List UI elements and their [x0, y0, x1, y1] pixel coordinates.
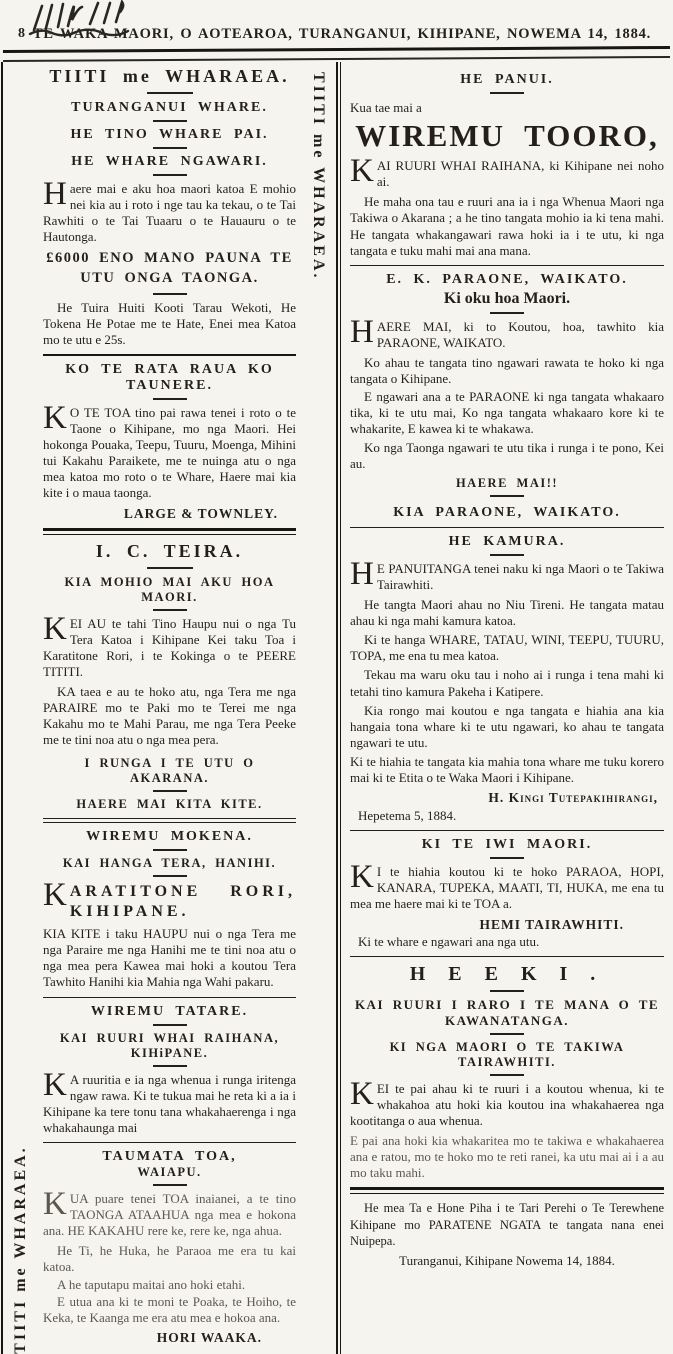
ad-title: WIREMU TATARE. [90, 1003, 249, 1019]
drop-cap: K [43, 399, 67, 436]
heading-rule [153, 875, 187, 877]
paragraph-text: aere mai e aku hoa maori katoa E mohio nei kia au i roto i nge tau ka tekau, o te Tai Rawhiti o te Tai Tuaaru o te Hauauru o te Hautonga. [43, 181, 296, 245]
ad-subtitle: I RUNGA I TE UTU O AKARANA. [84, 756, 255, 786]
ad-he-kamura [350, 534, 664, 824]
ad-subtitle: KAI RUURI WHAI RAIHANA, KIHiPANE. [59, 1030, 280, 1060]
ad-paragraph: E ngawari ana a te PARAONE ki nga tangata whakaaro tika, ki te utu mai, Ko nga tangata whakaaro kore ki te whakarite, E kawea ki te whakawa. [350, 389, 664, 437]
ad-paragraph [350, 153, 664, 190]
ad-paragraph [43, 1185, 296, 1239]
heading-rule [490, 92, 524, 94]
heading-rule [490, 554, 524, 556]
right-column [340, 62, 672, 1354]
masthead-title: TE WAKA MAORI, O AOTEAROA, TURANGANUI, KIHIPANE, NOWEMA 14, 1884. [32, 26, 652, 42]
heading-rule [153, 147, 187, 149]
page-number: 8 [18, 26, 25, 41]
ad-taumata-toa [43, 1149, 296, 1346]
ad-call-to-action: HAERE MAI!! [455, 475, 559, 490]
ad-heeki [350, 963, 664, 1182]
ad-subtitle: KI NGA MAORI O TE TAKIWA TAIRAWHITI. [389, 1039, 625, 1069]
ad-wiremu-tatare [43, 1004, 296, 1136]
ad-wiremu-mokena [43, 829, 296, 990]
price-line: £6000 ENO MANO PAUNA TE UTU ONGA TAONGA. [46, 250, 293, 286]
paragraph-text: E PANUITANGA tenei naku ki nga Maori o te Takiwa Tairawhiti. [376, 560, 664, 592]
ad-rata-taunere [43, 362, 296, 522]
heading-rule [490, 857, 524, 859]
ad-subtitle: HAERE MAI KITA KITE. [76, 797, 263, 812]
ad-paragraph: E utua ana ki te moni te Poaka, te Hoiho, te Keka, te Kaanga me era atu mea e hokoa ana. [43, 1293, 296, 1325]
heading-rule [153, 398, 187, 400]
imprint [350, 1200, 664, 1269]
ad-paragraph: KIA KITE i taku HAUPU nui o nga Tera me nga Paraire me nga Hanihi me te tini noa atu o nga mea pera Kawea mai hoki a koutou Tera Tawhito Hanihi kia Mahia nga Wahi pakaru. [43, 926, 296, 990]
drop-cap: K [43, 1066, 67, 1103]
drop-cap: K [350, 859, 374, 896]
section-divider [43, 528, 296, 535]
paragraph-text: AI RUURI WHAI RAIHANA, ki Kihipane nei noho ai. [376, 158, 664, 190]
ad-date: Hepetema 5, 1884. [358, 808, 457, 824]
ad-kia-paraone-title: KIA PARAONE, WAIKATO. [393, 504, 621, 520]
paragraph-text: EI AU te tahi Tino Haupu nui o nga Tu Tera Katoa i Kihipane Kei taku Toa i Karatitone Rori, i te Kokinga o te PEERE TITITI. [43, 615, 296, 679]
ad-paragraph [43, 1066, 296, 1136]
ad-title: KI TE IWI MAORI. [421, 837, 593, 853]
drop-cap: K [350, 153, 374, 190]
ad-paragraph: KA taea e au te hoko atu, nga Tera me nga PARAIRE mo te Paki mo te Terei me nga Kakahu mo te Mahi Parau, me nga Tera Peeke me te tini noa atu o nga mea pera. [43, 683, 296, 748]
ad-paragraph [43, 176, 296, 245]
ad-subtitle: TURANGANUI WHARE. [71, 100, 268, 115]
ad-paragraph [43, 399, 296, 502]
paragraph-text: O TE TOA tino pai rawa tenei i roto o te Taone o Kihipane, mo nga Maori. Hei hokonga Pouaka, Teepu, Tuuru, Moenga, Mihini tui Kakahu Paraikete, me te nuinga atu o nga mea katoa mo roto o te Whare, Haere mai kia kite i o maua taonga. [43, 404, 296, 501]
ad-signature: H. Kingi Tutepakihirangi, [488, 790, 658, 806]
drop-cap: H [350, 555, 374, 592]
ad-title: HE KAMURA. [448, 533, 566, 549]
ad-subtitle: KAI HANGA TERA, HANIHI. [62, 856, 277, 871]
imprint-line: He mea Ta e Hone Piha i te Tari Perehi o Te Terewhene Kihipane mo PARATENE NGATA te tangata nana enei Nuipepa. [350, 1201, 664, 1248]
heading-rule [153, 174, 187, 176]
drop-cap: K [43, 610, 67, 647]
heading-rule [153, 293, 187, 295]
ad-paragraph: He Ti, he Huka, he Paraoa me era tu kai katoa. [43, 1243, 296, 1275]
paragraph-text: EI te pai ahau ki te ruuri i a koutou whenua, ki te whakahoa atu hoki kia koutou ina whakahaerea nga kootitanga o aua whenua. [350, 1080, 664, 1128]
heading-rule [153, 1024, 187, 1026]
ad-title: HE PANUI. [460, 72, 554, 87]
imprint-date: Turanganui, Kihipane Nowema 14, 1884. [399, 1253, 615, 1269]
heading-rule [490, 1033, 524, 1035]
page-header [0, 0, 673, 45]
advertiser-name: WIREMU TOORO, [355, 118, 659, 154]
ad-paragraph: E pai ana hoki kia whakaritea mo te takiwa e whakahaerea ana e ratou, mo te hoko mo te reti ranei, ka utu mai ai i a au mo taku mahi. [350, 1132, 664, 1181]
heading-rule [153, 790, 187, 792]
drop-cap: K [43, 1185, 67, 1222]
ad-ek-paraone [350, 272, 664, 491]
drop-cap: H [350, 313, 374, 350]
left-column [1, 62, 338, 1354]
ad-paragraph: Ko nga Taonga ngawari te utu tika i runga i te pono, Kei au. [350, 439, 664, 471]
ad-intro-line: Kua tae mai a [350, 100, 422, 115]
ad-subtitle: KAI RUURI I RARO I TE MANA O TE KAWANATANGA. [354, 996, 660, 1028]
ad-title: I. C. TEIRA. [95, 540, 244, 561]
vertical-label-left-text: TIITI me WHARAEA. [12, 1145, 29, 1354]
section-divider [350, 265, 664, 266]
heading-rule [153, 849, 187, 851]
ad-subtitle: HE WHARE NGAWARI. [71, 154, 268, 169]
ad-paragraph: Ki te whare e ngawari ana nga utu. [358, 933, 540, 949]
drop-cap: H [43, 176, 67, 212]
ad-subtitle: Ki oku hoa Maori. [443, 289, 571, 307]
heading-rule [153, 609, 187, 611]
paragraph-text: A ruuritia e ia nga whenua i runga iritenga ngaw rawa. Ki te tukua mai he reta ki a ia i Kihipane ka tere tonu tana whakahaerenga i nga whakahaunga mai [43, 1071, 296, 1135]
ad-paragraph: A he taputapu maitai ano hoki etahi. [57, 1276, 246, 1292]
ad-paragraph [43, 610, 296, 680]
ad-title: H E E K I . [409, 962, 605, 985]
section-divider [43, 997, 296, 998]
section-divider [350, 956, 664, 957]
section-divider [350, 830, 664, 831]
handwritten-mark-icon [28, 0, 218, 40]
ad-paragraph: Ki te hiahia te tangata kia mahia tona whare me tuku korero mai ki te Etita o te Waka Maori i Kihipane. [350, 753, 664, 786]
section-divider [43, 354, 296, 356]
ad-title: TAUMATA TOA, [102, 1148, 237, 1164]
ad-title: WIREMU MOKENA. [86, 829, 253, 845]
heading-rule [490, 312, 524, 314]
paragraph-text: I te hiahia koutou ki te hoko PARAOA, HOPI, KANARA, TUPEKA, MAATI, TI, HUKA, me ena tu mea me haere mai ki te TOA a. [350, 864, 664, 912]
section-divider [43, 1142, 296, 1143]
heading-rule [147, 92, 193, 94]
ad-paragraph: Ki te hanga WHARE, TATAU, WINI, TEEPU, TUURU, TOPA, me ena tu mea katoa. [350, 632, 664, 664]
heading-rule [490, 990, 524, 992]
vertical-label-left [3, 62, 39, 1354]
ad-paragraph: He tangta Maori ahau no Niu Tireni. He tangata matau ahau ki nga mahi kamura katoa. [350, 596, 664, 629]
ad-paragraph [350, 313, 664, 351]
ad-subtitle: HE TINO WHARE PAI. [70, 127, 269, 142]
ad-title: E. K. PARAONE, WAIKATO. [386, 271, 628, 287]
ad-paragraph: He maha ona tau e ruuri ana ia i nga Whenua Maori nga Takiwa o Akarana ; a he tino tangata mohio ia ki tena mahi. He tangata whakangawari rawa hoki ia i te utu, ki nga tangata e tuku mahi mai ana mana. [350, 194, 664, 258]
ad-ic-teira [43, 541, 296, 813]
paragraph-text: AERE MAI, ki to Koutou, hoa, tawhito kia PARAONE, WAIKATO. [376, 318, 664, 350]
ad-ki-te-iwi-maori [350, 837, 664, 949]
ad-title: TIITI me WHARAEA. [49, 66, 290, 86]
vertical-label-right-text: TIITI me WHARAEA. [310, 72, 327, 281]
heading-rule [153, 1065, 187, 1067]
section-divider [43, 818, 296, 823]
ad-title: KO TE RATA RAUA KO TAUNERE. [65, 361, 274, 393]
paragraph-text: UA puare tenei TOA inaianei, a te tino TAONGA ATAAHUA nga mea e hokona ana. HE KAKAHU rere ke, rere ke, nga ahua. [43, 1190, 296, 1239]
ad-paragraph [350, 1075, 664, 1129]
left-column-content [39, 62, 300, 1354]
section-divider [350, 527, 664, 528]
heading-rule [147, 567, 193, 569]
ad-he-panui [350, 72, 664, 259]
section-divider [350, 1187, 664, 1194]
ad-paragraph: Ko ahau te tangata tino ngawari rawata te hoko ki nga tangata o Kihipane. [350, 354, 664, 387]
ad-signature: HEMI TAIRAWHITI. [479, 916, 624, 932]
page-body [0, 60, 673, 1354]
ad-signature: HORI WAAKA. [156, 1329, 262, 1345]
drop-cap: K [43, 877, 67, 914]
ad-paragraph: He Tuira Huiti Kooti Tarau Wekoti, He Tokena He Potae me te Hate, Enei mea Katoa mo te utu e 25s. [43, 299, 296, 347]
drop-cap: K [350, 1075, 374, 1112]
heading-rule [153, 120, 187, 122]
heading-text: ARATITONE RORI, KIHIPANE. [69, 883, 296, 921]
ad-paragraph [350, 555, 664, 593]
ad-paragraph: Tekau ma waru oku tau i noho ai i runga i tena mahi ki tetahi tino kamura Pakeha i Katipere. [350, 667, 664, 699]
ad-paragraph [350, 859, 664, 912]
ad-subtitle: KIA MOHIO MAI AKU HOA MAORI. [64, 574, 275, 604]
ad-subtitle: WAIAPU. [137, 1164, 202, 1179]
heading-rule [490, 1074, 524, 1076]
ad-signature: LARGE & TOWNLEY. [123, 505, 278, 521]
ad-tiiti-wharaea [43, 66, 296, 348]
vertical-label-right [300, 62, 336, 1354]
ad-heading-line [43, 877, 296, 922]
heading-rule [153, 1184, 187, 1186]
section-divider [490, 495, 524, 497]
ad-paragraph: Kia rongo mai koutou e nga tangata e hiahia ana kia hangaia tona whare ki te utu ngawari, ko ahau te tangata ngawari te utu. [350, 702, 664, 750]
